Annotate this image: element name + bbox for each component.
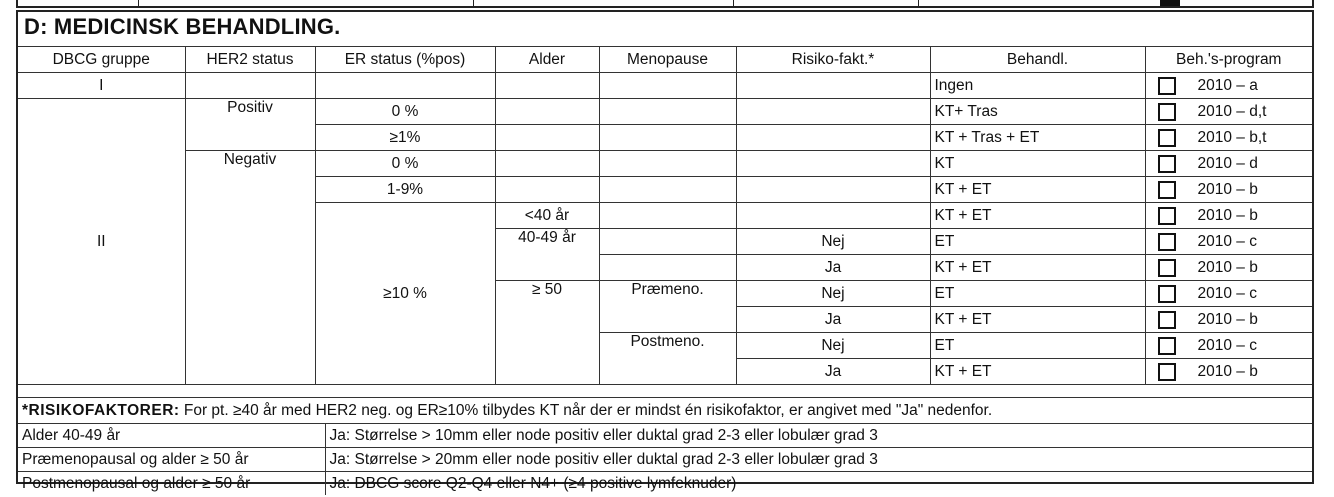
col-header-menopause: Menopause	[599, 47, 736, 73]
treatment-cell: KT	[930, 151, 1145, 177]
col-header-age: Alder	[495, 47, 599, 73]
er-cell: 1-9%	[315, 177, 495, 203]
risk-cell: Nej	[736, 333, 930, 359]
table-row	[18, 151, 1312, 177]
risk-cell: Ja	[736, 359, 930, 385]
risk-factor-header	[18, 397, 1312, 423]
program-checkbox[interactable]	[1158, 155, 1176, 173]
age-cell: 40-49 år	[495, 229, 599, 281]
program-cell	[1145, 281, 1312, 307]
risk-row-text: Ja: DBCG score Q2-Q4 eller N4+ (≥4 positive lymfeknuder)	[325, 472, 1312, 496]
program-cell	[1145, 333, 1312, 359]
program-label: 2010 – b	[1197, 310, 1258, 328]
er-cell: ≥10 %	[315, 203, 495, 385]
risk-factor-notes	[18, 397, 1312, 495]
treatment-cell: KT + ET	[930, 307, 1145, 333]
program-label: 2010 – b	[1197, 180, 1258, 198]
program-cell	[1145, 229, 1312, 255]
risk-factor-label: *RISIKOFAKTORER:	[22, 402, 180, 419]
risk-row-text: Ja: Størrelse > 20mm eller node positiv eller duktal grad 2-3 eller lobulær grad 3	[325, 448, 1312, 472]
col-header-risk: Risiko-fakt.*	[736, 47, 930, 73]
program-checkbox[interactable]	[1158, 103, 1176, 121]
program-label: 2010 – c	[1197, 232, 1257, 250]
program-cell	[1145, 177, 1312, 203]
er-cell: 0 %	[315, 99, 495, 125]
header-row	[18, 47, 1312, 73]
program-label: 2010 – d	[1197, 154, 1258, 172]
treatment-cell: ET	[930, 281, 1145, 307]
menopause-cell: Postmeno.	[599, 333, 736, 385]
risk-row	[18, 448, 1312, 472]
program-cell	[1145, 307, 1312, 333]
age-cell: <40 år	[495, 203, 599, 229]
her2-cell: Positiv	[185, 99, 315, 151]
table-row	[18, 73, 1312, 99]
treatment-cell: KT+ Tras	[930, 99, 1145, 125]
program-label: 2010 – d,t	[1197, 102, 1267, 120]
program-checkbox[interactable]	[1158, 207, 1176, 225]
treatment-cell: KT + ET	[930, 255, 1145, 281]
program-checkbox[interactable]	[1158, 363, 1176, 381]
treatment-cell: Ingen	[930, 73, 1145, 99]
program-label: 2010 – a	[1197, 76, 1258, 94]
risk-cell: Nej	[736, 229, 930, 255]
risk-cell: Ja	[736, 255, 930, 281]
program-cell	[1145, 203, 1312, 229]
risk-cell: Nej	[736, 281, 930, 307]
program-label: 2010 – b	[1197, 362, 1258, 380]
program-checkbox[interactable]	[1158, 233, 1176, 251]
treatment-cell: KT + ET	[930, 203, 1145, 229]
her2-cell: Negativ	[185, 151, 315, 385]
program-checkbox[interactable]	[1158, 181, 1176, 199]
checkbox-fragment	[1160, 0, 1180, 6]
previous-section-edge	[16, 0, 1314, 8]
program-cell	[1145, 151, 1312, 177]
col-header-program: Beh.'s-program	[1145, 47, 1312, 73]
program-checkbox[interactable]	[1158, 129, 1176, 147]
col-header-group: DBCG gruppe	[18, 47, 185, 73]
program-cell	[1145, 73, 1312, 99]
program-checkbox[interactable]	[1158, 259, 1176, 277]
treatment-cell: KT + ET	[930, 359, 1145, 385]
program-cell	[1145, 99, 1312, 125]
section-title: D: MEDICINSK BEHANDLING.	[24, 14, 341, 39]
medical-treatment-section	[16, 10, 1314, 492]
program-label: 2010 – c	[1197, 336, 1257, 354]
group-cell: I	[18, 73, 185, 99]
table-row	[18, 99, 1312, 125]
col-header-her2: HER2 status	[185, 47, 315, 73]
group-cell: II	[18, 99, 185, 385]
program-checkbox[interactable]	[1158, 285, 1176, 303]
program-label: 2010 – b,t	[1197, 128, 1267, 146]
treatment-cell: KT + ET	[930, 177, 1145, 203]
program-label: 2010 – b	[1197, 206, 1258, 224]
treatment-cell: ET	[930, 333, 1145, 359]
program-cell	[1145, 255, 1312, 281]
treatment-cell: KT + Tras + ET	[930, 125, 1145, 151]
risk-row	[18, 424, 1312, 448]
program-checkbox[interactable]	[1158, 311, 1176, 329]
risk-row-label: Præmenopausal og alder ≥ 50 år	[18, 448, 325, 472]
risk-row-text: Ja: Størrelse > 10mm eller node positiv eller duktal grad 2-3 eller lobulær grad 3	[325, 424, 1312, 448]
menopause-cell: Præmeno.	[599, 281, 736, 333]
risk-factor-text: For pt. ≥40 år med HER2 neg. og ER≥10% tilbydes KT når der er mindst én risikofaktor, er angivet med "Ja" nedenfor.	[183, 402, 993, 419]
program-cell	[1145, 359, 1312, 385]
risk-row	[18, 472, 1312, 496]
program-label: 2010 – b	[1197, 258, 1258, 276]
program-checkbox[interactable]	[1158, 77, 1176, 95]
risk-row-label: Postmenopausal og alder ≥ 50 år	[18, 472, 325, 496]
age-cell: ≥ 50	[495, 281, 599, 385]
risk-cell: Ja	[736, 307, 930, 333]
risk-factor-table	[18, 423, 1312, 495]
er-cell: 0 %	[315, 151, 495, 177]
risk-row-label: Alder 40-49 år	[18, 424, 325, 448]
program-label: 2010 – c	[1197, 284, 1257, 302]
program-checkbox[interactable]	[1158, 337, 1176, 355]
col-header-treatment: Behandl.	[930, 47, 1145, 73]
treatment-cell: ET	[930, 229, 1145, 255]
er-cell: ≥1%	[315, 125, 495, 151]
program-cell	[1145, 125, 1312, 151]
col-header-er: ER status (%pos)	[315, 47, 495, 73]
treatment-table	[18, 46, 1312, 385]
